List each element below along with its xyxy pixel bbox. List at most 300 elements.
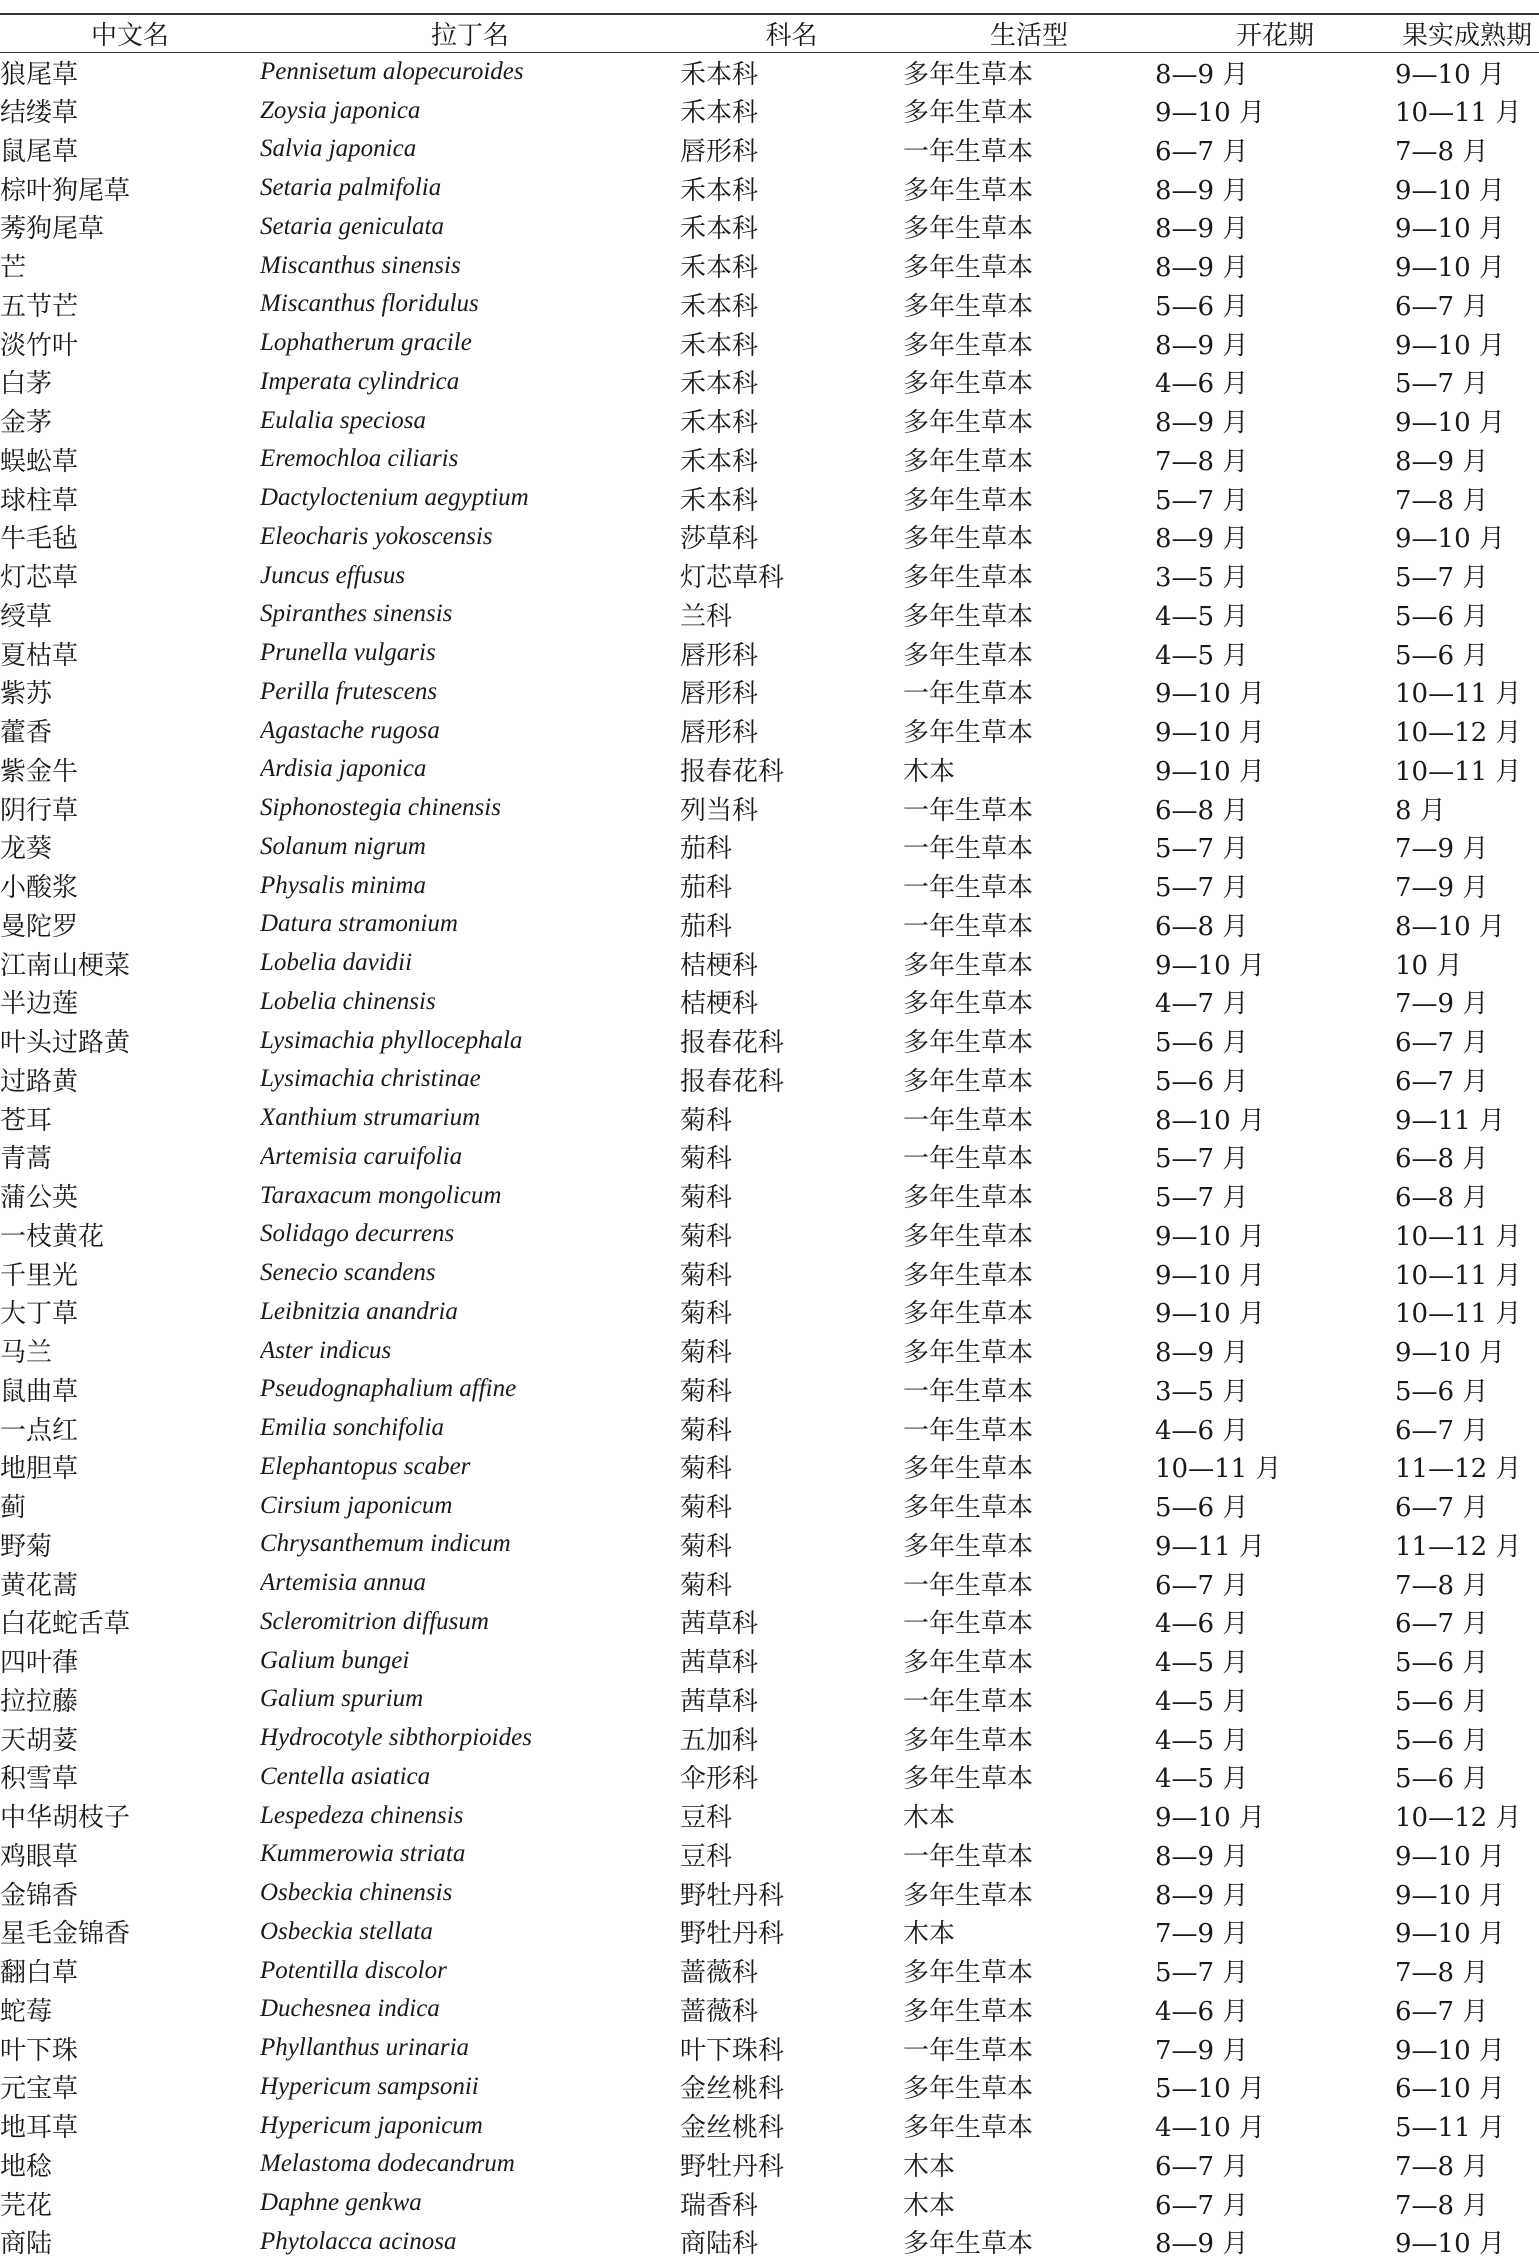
fruiting-period-cell: 11—12 月 bbox=[1395, 1448, 1539, 1487]
flowering-period-cell: 8—9 月 bbox=[1155, 518, 1395, 557]
flowering-period-cell: 5—7 月 bbox=[1155, 1176, 1395, 1215]
family-cell: 禾本科 bbox=[680, 208, 903, 247]
fruiting-period-cell: 9—10 月 bbox=[1395, 1331, 1539, 1370]
chinese-name-cell: 一点红 bbox=[0, 1409, 260, 1448]
latin-name-cell: Chrysanthemum indicum bbox=[260, 1525, 680, 1564]
table-row bbox=[0, 789, 1539, 828]
table-row bbox=[0, 944, 1539, 983]
fruiting-period-cell: 9—10 月 bbox=[1395, 246, 1539, 285]
table-row bbox=[0, 1951, 1539, 1990]
fruiting-period-cell: 7—8 月 bbox=[1395, 2145, 1539, 2184]
family-cell: 禾本科 bbox=[680, 440, 903, 479]
life-form-cell: 一年生草本 bbox=[903, 905, 1155, 944]
table-row bbox=[0, 479, 1539, 518]
chinese-name-cell: 半边莲 bbox=[0, 983, 260, 1022]
life-form-cell: 多年生草本 bbox=[903, 1951, 1155, 1990]
fruiting-period-cell: 9—10 月 bbox=[1395, 1913, 1539, 1952]
flowering-period-cell: 9—10 月 bbox=[1155, 944, 1395, 983]
fruiting-period-cell: 7—9 月 bbox=[1395, 983, 1539, 1022]
table-body bbox=[0, 53, 1539, 2261]
header-family: 科名 bbox=[680, 14, 903, 53]
table-row bbox=[0, 401, 1539, 440]
chinese-name-cell: 苍耳 bbox=[0, 1099, 260, 1138]
family-cell: 瑞香科 bbox=[680, 2184, 903, 2223]
latin-name-cell: Senecio scandens bbox=[260, 1254, 680, 1293]
fruiting-period-cell: 6—10 月 bbox=[1395, 2068, 1539, 2107]
life-form-cell: 木本 bbox=[903, 2184, 1155, 2223]
table-row bbox=[0, 53, 1539, 92]
header-chinese-name: 中文名 bbox=[0, 14, 260, 53]
latin-name-cell: Galium spurium bbox=[260, 1680, 680, 1719]
latin-name-cell: Zoysia japonica bbox=[260, 91, 680, 130]
chinese-name-cell: 马兰 bbox=[0, 1331, 260, 1370]
table-row bbox=[0, 2106, 1539, 2145]
family-cell: 蔷薇科 bbox=[680, 1990, 903, 2029]
chinese-name-cell: 夏枯草 bbox=[0, 634, 260, 673]
latin-name-cell: Imperata cylindrica bbox=[260, 363, 680, 402]
chinese-name-cell: 黄花蒿 bbox=[0, 1564, 260, 1603]
table-row bbox=[0, 595, 1539, 634]
life-form-cell: 多年生草本 bbox=[903, 1254, 1155, 1293]
table-row bbox=[0, 1486, 1539, 1525]
life-form-cell: 木本 bbox=[903, 2145, 1155, 2184]
latin-name-cell: Dactyloctenium aegyptium bbox=[260, 479, 680, 518]
chinese-name-cell: 地胆草 bbox=[0, 1448, 260, 1487]
life-form-cell: 一年生草本 bbox=[903, 1409, 1155, 1448]
flowering-period-cell: 4—7 月 bbox=[1155, 983, 1395, 1022]
table-row bbox=[0, 556, 1539, 595]
flowering-period-cell: 6—7 月 bbox=[1155, 130, 1395, 169]
table-row bbox=[0, 905, 1539, 944]
life-form-cell: 多年生草本 bbox=[903, 1215, 1155, 1254]
table-row bbox=[0, 363, 1539, 402]
fruiting-period-cell: 6—7 月 bbox=[1395, 1990, 1539, 2029]
table-row bbox=[0, 2184, 1539, 2223]
life-form-cell: 一年生草本 bbox=[903, 1138, 1155, 1177]
table-row bbox=[0, 324, 1539, 363]
family-cell: 菊科 bbox=[680, 1448, 903, 1487]
latin-name-cell: Lysimachia christinae bbox=[260, 1060, 680, 1099]
latin-name-cell: Artemisia caruifolia bbox=[260, 1138, 680, 1177]
table-row bbox=[0, 91, 1539, 130]
life-form-cell: 多年生草本 bbox=[903, 285, 1155, 324]
life-form-cell: 多年生草本 bbox=[903, 246, 1155, 285]
fruiting-period-cell: 5—6 月 bbox=[1395, 634, 1539, 673]
latin-name-cell: Pseudognaphalium affine bbox=[260, 1370, 680, 1409]
chinese-name-cell: 绶草 bbox=[0, 595, 260, 634]
latin-name-cell: Emilia sonchifolia bbox=[260, 1409, 680, 1448]
table-row bbox=[0, 2029, 1539, 2068]
family-cell: 茄科 bbox=[680, 866, 903, 905]
latin-name-cell: Lophatherum gracile bbox=[260, 324, 680, 363]
latin-name-cell: Eulalia speciosa bbox=[260, 401, 680, 440]
life-form-cell: 一年生草本 bbox=[903, 828, 1155, 867]
family-cell: 莎草科 bbox=[680, 518, 903, 557]
fruiting-period-cell: 9—10 月 bbox=[1395, 169, 1539, 208]
latin-name-cell: Osbeckia chinensis bbox=[260, 1874, 680, 1913]
fruiting-period-cell: 9—10 月 bbox=[1395, 401, 1539, 440]
chinese-name-cell: 淡竹叶 bbox=[0, 324, 260, 363]
fruiting-period-cell: 10—11 月 bbox=[1395, 91, 1539, 130]
latin-name-cell: Hypericum sampsonii bbox=[260, 2068, 680, 2107]
flowering-period-cell: 8—9 月 bbox=[1155, 53, 1395, 92]
chinese-name-cell: 紫苏 bbox=[0, 673, 260, 712]
life-form-cell: 多年生草本 bbox=[903, 595, 1155, 634]
fruiting-period-cell: 6—7 月 bbox=[1395, 1060, 1539, 1099]
flowering-period-cell: 9—10 月 bbox=[1155, 1796, 1395, 1835]
chinese-name-cell: 大丁草 bbox=[0, 1293, 260, 1332]
fruiting-period-cell: 8—10 月 bbox=[1395, 905, 1539, 944]
table-row bbox=[0, 1331, 1539, 1370]
flowering-period-cell: 5—7 月 bbox=[1155, 1138, 1395, 1177]
life-form-cell: 多年生草本 bbox=[903, 1525, 1155, 1564]
life-form-cell: 一年生草本 bbox=[903, 673, 1155, 712]
chinese-name-cell: 翻白草 bbox=[0, 1951, 260, 1990]
latin-name-cell: Kummerowia striata bbox=[260, 1835, 680, 1874]
table-row bbox=[0, 2145, 1539, 2184]
chinese-name-cell: 紫金牛 bbox=[0, 750, 260, 789]
family-cell: 报春花科 bbox=[680, 1021, 903, 1060]
fruiting-period-cell: 10—11 月 bbox=[1395, 1293, 1539, 1332]
latin-name-cell: Miscanthus sinensis bbox=[260, 246, 680, 285]
family-cell: 菊科 bbox=[680, 1564, 903, 1603]
table-row bbox=[0, 1215, 1539, 1254]
flowering-period-cell: 4—5 月 bbox=[1155, 1719, 1395, 1758]
fruiting-period-cell: 10—11 月 bbox=[1395, 1215, 1539, 1254]
family-cell: 菊科 bbox=[680, 1409, 903, 1448]
table-row bbox=[0, 1370, 1539, 1409]
flowering-period-cell: 4—6 月 bbox=[1155, 1409, 1395, 1448]
flowering-period-cell: 5—6 月 bbox=[1155, 285, 1395, 324]
latin-name-cell: Solidago decurrens bbox=[260, 1215, 680, 1254]
fruiting-period-cell: 10—12 月 bbox=[1395, 1796, 1539, 1835]
latin-name-cell: Galium bungei bbox=[260, 1641, 680, 1680]
chinese-name-cell: 天胡荽 bbox=[0, 1719, 260, 1758]
life-form-cell: 多年生草本 bbox=[903, 208, 1155, 247]
table-row bbox=[0, 1138, 1539, 1177]
life-form-cell: 一年生草本 bbox=[903, 1370, 1155, 1409]
latin-name-cell: Spiranthes sinensis bbox=[260, 595, 680, 634]
header-flowering: 开花期 bbox=[1155, 14, 1395, 53]
chinese-name-cell: 蛇莓 bbox=[0, 1990, 260, 2029]
table-row bbox=[0, 673, 1539, 712]
table-row bbox=[0, 1254, 1539, 1293]
flowering-period-cell: 4—5 月 bbox=[1155, 1680, 1395, 1719]
flowering-period-cell: 6—7 月 bbox=[1155, 2145, 1395, 2184]
fruiting-period-cell: 5—6 月 bbox=[1395, 1758, 1539, 1797]
chinese-name-cell: 曼陀罗 bbox=[0, 905, 260, 944]
flowering-period-cell: 8—9 月 bbox=[1155, 1331, 1395, 1370]
table-row bbox=[0, 1913, 1539, 1952]
life-form-cell: 一年生草本 bbox=[903, 2029, 1155, 2068]
latin-name-cell: Lobelia davidii bbox=[260, 944, 680, 983]
flowering-period-cell: 5—6 月 bbox=[1155, 1021, 1395, 1060]
life-form-cell: 多年生草本 bbox=[903, 401, 1155, 440]
life-form-cell: 多年生草本 bbox=[903, 1176, 1155, 1215]
latin-name-cell: Salvia japonica bbox=[260, 130, 680, 169]
table-row bbox=[0, 866, 1539, 905]
latin-name-cell: Hypericum japonicum bbox=[260, 2106, 680, 2145]
family-cell: 禾本科 bbox=[680, 363, 903, 402]
chinese-name-cell: 球柱草 bbox=[0, 479, 260, 518]
fruiting-period-cell: 6—7 月 bbox=[1395, 1021, 1539, 1060]
fruiting-period-cell: 5—7 月 bbox=[1395, 556, 1539, 595]
family-cell: 茜草科 bbox=[680, 1641, 903, 1680]
chinese-name-cell: 中华胡枝子 bbox=[0, 1796, 260, 1835]
chinese-name-cell: 元宝草 bbox=[0, 2068, 260, 2107]
life-form-cell: 多年生草本 bbox=[903, 1758, 1155, 1797]
family-cell: 野牡丹科 bbox=[680, 2145, 903, 2184]
table-row bbox=[0, 518, 1539, 557]
chinese-name-cell: 青蒿 bbox=[0, 1138, 260, 1177]
chinese-name-cell: 鸡眼草 bbox=[0, 1835, 260, 1874]
life-form-cell: 一年生草本 bbox=[903, 1603, 1155, 1642]
table-row bbox=[0, 1021, 1539, 1060]
family-cell: 金丝桃科 bbox=[680, 2106, 903, 2145]
family-cell: 商陆科 bbox=[680, 2223, 903, 2261]
latin-name-cell: Solanum nigrum bbox=[260, 828, 680, 867]
latin-name-cell: Osbeckia stellata bbox=[260, 1913, 680, 1952]
family-cell: 茜草科 bbox=[680, 1603, 903, 1642]
chinese-name-cell: 小酸浆 bbox=[0, 866, 260, 905]
flowering-period-cell: 9—10 月 bbox=[1155, 711, 1395, 750]
flowering-period-cell: 7—8 月 bbox=[1155, 440, 1395, 479]
life-form-cell: 多年生草本 bbox=[903, 2106, 1155, 2145]
table-row bbox=[0, 1448, 1539, 1487]
life-form-cell: 多年生草本 bbox=[903, 944, 1155, 983]
chinese-name-cell: 白花蛇舌草 bbox=[0, 1603, 260, 1642]
latin-name-cell: Scleromitrion diffusum bbox=[260, 1603, 680, 1642]
header-life-form: 生活型 bbox=[903, 14, 1155, 53]
flowering-period-cell: 9—10 月 bbox=[1155, 1215, 1395, 1254]
chinese-name-cell: 野菊 bbox=[0, 1525, 260, 1564]
latin-name-cell: Artemisia annua bbox=[260, 1564, 680, 1603]
table-row bbox=[0, 1293, 1539, 1332]
chinese-name-cell: 四叶葎 bbox=[0, 1641, 260, 1680]
table-row bbox=[0, 1758, 1539, 1797]
life-form-cell: 多年生草本 bbox=[903, 440, 1155, 479]
fruiting-period-cell: 5—6 月 bbox=[1395, 1719, 1539, 1758]
chinese-name-cell: 芒 bbox=[0, 246, 260, 285]
fruiting-period-cell: 10 月 bbox=[1395, 944, 1539, 983]
chinese-name-cell: 地稔 bbox=[0, 2145, 260, 2184]
latin-name-cell: Prunella vulgaris bbox=[260, 634, 680, 673]
header-latin-name: 拉丁名 bbox=[260, 14, 680, 53]
chinese-name-cell: 蒲公英 bbox=[0, 1176, 260, 1215]
latin-name-cell: Duchesnea indica bbox=[260, 1990, 680, 2029]
family-cell: 菊科 bbox=[680, 1099, 903, 1138]
chinese-name-cell: 鼠尾草 bbox=[0, 130, 260, 169]
family-cell: 菊科 bbox=[680, 1138, 903, 1177]
family-cell: 金丝桃科 bbox=[680, 2068, 903, 2107]
chinese-name-cell: 白茅 bbox=[0, 363, 260, 402]
family-cell: 菊科 bbox=[680, 1176, 903, 1215]
latin-name-cell: Physalis minima bbox=[260, 866, 680, 905]
latin-name-cell: Hydrocotyle sibthorpioides bbox=[260, 1719, 680, 1758]
life-form-cell: 多年生草本 bbox=[903, 1021, 1155, 1060]
flowering-period-cell: 9—10 月 bbox=[1155, 750, 1395, 789]
species-table bbox=[0, 13, 1539, 2261]
latin-name-cell: Perilla frutescens bbox=[260, 673, 680, 712]
family-cell: 菊科 bbox=[680, 1215, 903, 1254]
flowering-period-cell: 6—8 月 bbox=[1155, 789, 1395, 828]
table-row bbox=[0, 1835, 1539, 1874]
family-cell: 禾本科 bbox=[680, 401, 903, 440]
fruiting-period-cell: 9—10 月 bbox=[1395, 1835, 1539, 1874]
chinese-name-cell: 狼尾草 bbox=[0, 53, 260, 92]
family-cell: 禾本科 bbox=[680, 169, 903, 208]
life-form-cell: 一年生草本 bbox=[903, 130, 1155, 169]
fruiting-period-cell: 7—8 月 bbox=[1395, 1564, 1539, 1603]
fruiting-period-cell: 10—11 月 bbox=[1395, 750, 1539, 789]
family-cell: 唇形科 bbox=[680, 130, 903, 169]
flowering-period-cell: 8—9 月 bbox=[1155, 246, 1395, 285]
flowering-period-cell: 5—7 月 bbox=[1155, 828, 1395, 867]
family-cell: 菊科 bbox=[680, 1486, 903, 1525]
table-row bbox=[0, 169, 1539, 208]
family-cell: 唇形科 bbox=[680, 711, 903, 750]
life-form-cell: 多年生草本 bbox=[903, 1486, 1155, 1525]
flowering-period-cell: 8—9 月 bbox=[1155, 2223, 1395, 2261]
chinese-name-cell: 金茅 bbox=[0, 401, 260, 440]
fruiting-period-cell: 10—12 月 bbox=[1395, 711, 1539, 750]
table-row bbox=[0, 2223, 1539, 2261]
flowering-period-cell: 8—9 月 bbox=[1155, 1874, 1395, 1913]
chinese-name-cell: 棕叶狗尾草 bbox=[0, 169, 260, 208]
latin-name-cell: Setaria geniculata bbox=[260, 208, 680, 247]
flowering-period-cell: 5—7 月 bbox=[1155, 866, 1395, 905]
table-row bbox=[0, 750, 1539, 789]
latin-name-cell: Eremochloa ciliaris bbox=[260, 440, 680, 479]
life-form-cell: 多年生草本 bbox=[903, 1641, 1155, 1680]
flowering-period-cell: 6—8 月 bbox=[1155, 905, 1395, 944]
flowering-period-cell: 4—5 月 bbox=[1155, 595, 1395, 634]
fruiting-period-cell: 6—7 月 bbox=[1395, 1409, 1539, 1448]
life-form-cell: 多年生草本 bbox=[903, 1060, 1155, 1099]
fruiting-period-cell: 7—9 月 bbox=[1395, 866, 1539, 905]
flowering-period-cell: 4—5 月 bbox=[1155, 1641, 1395, 1680]
family-cell: 茜草科 bbox=[680, 1680, 903, 1719]
flowering-period-cell: 8—9 月 bbox=[1155, 324, 1395, 363]
fruiting-period-cell: 10—11 月 bbox=[1395, 1254, 1539, 1293]
life-form-cell: 木本 bbox=[903, 1913, 1155, 1952]
family-cell: 列当科 bbox=[680, 789, 903, 828]
family-cell: 禾本科 bbox=[680, 53, 903, 92]
flowering-period-cell: 5—7 月 bbox=[1155, 479, 1395, 518]
table-row bbox=[0, 634, 1539, 673]
life-form-cell: 多年生草本 bbox=[903, 711, 1155, 750]
family-cell: 叶下珠科 bbox=[680, 2029, 903, 2068]
latin-name-cell: Eleocharis yokoscensis bbox=[260, 518, 680, 557]
table-row bbox=[0, 1564, 1539, 1603]
family-cell: 伞形科 bbox=[680, 1758, 903, 1797]
flowering-period-cell: 6—7 月 bbox=[1155, 2184, 1395, 2223]
life-form-cell: 多年生草本 bbox=[903, 556, 1155, 595]
flowering-period-cell: 8—9 月 bbox=[1155, 1835, 1395, 1874]
fruiting-period-cell: 9—10 月 bbox=[1395, 208, 1539, 247]
table-row bbox=[0, 1874, 1539, 1913]
family-cell: 桔梗科 bbox=[680, 944, 903, 983]
life-form-cell: 一年生草本 bbox=[903, 1680, 1155, 1719]
table-row bbox=[0, 828, 1539, 867]
life-form-cell: 一年生草本 bbox=[903, 1835, 1155, 1874]
life-form-cell: 一年生草本 bbox=[903, 1099, 1155, 1138]
life-form-cell: 多年生草本 bbox=[903, 634, 1155, 673]
life-form-cell: 多年生草本 bbox=[903, 363, 1155, 402]
flowering-period-cell: 4—6 月 bbox=[1155, 1990, 1395, 2029]
life-form-cell: 一年生草本 bbox=[903, 789, 1155, 828]
flowering-period-cell: 4—6 月 bbox=[1155, 363, 1395, 402]
chinese-name-cell: 莠狗尾草 bbox=[0, 208, 260, 247]
latin-name-cell: Taraxacum mongolicum bbox=[260, 1176, 680, 1215]
fruiting-period-cell: 9—10 月 bbox=[1395, 2223, 1539, 2261]
header-row bbox=[0, 14, 1539, 53]
chinese-name-cell: 过路黄 bbox=[0, 1060, 260, 1099]
life-form-cell: 多年生草本 bbox=[903, 1874, 1155, 1913]
table-row bbox=[0, 1176, 1539, 1215]
table-row bbox=[0, 130, 1539, 169]
fruiting-period-cell: 5—11 月 bbox=[1395, 2106, 1539, 2145]
latin-name-cell: Miscanthus floridulus bbox=[260, 285, 680, 324]
flowering-period-cell: 3—5 月 bbox=[1155, 1370, 1395, 1409]
flowering-period-cell: 9—11 月 bbox=[1155, 1525, 1395, 1564]
flowering-period-cell: 8—9 月 bbox=[1155, 169, 1395, 208]
family-cell: 菊科 bbox=[680, 1370, 903, 1409]
life-form-cell: 木本 bbox=[903, 750, 1155, 789]
chinese-name-cell: 江南山梗菜 bbox=[0, 944, 260, 983]
life-form-cell: 一年生草本 bbox=[903, 866, 1155, 905]
table-row bbox=[0, 1719, 1539, 1758]
family-cell: 菊科 bbox=[680, 1293, 903, 1332]
table-row bbox=[0, 440, 1539, 479]
latin-name-cell: Cirsium japonicum bbox=[260, 1486, 680, 1525]
flowering-period-cell: 4—10 月 bbox=[1155, 2106, 1395, 2145]
life-form-cell: 多年生草本 bbox=[903, 2223, 1155, 2261]
chinese-name-cell: 龙葵 bbox=[0, 828, 260, 867]
chinese-name-cell: 金锦香 bbox=[0, 1874, 260, 1913]
life-form-cell: 多年生草本 bbox=[903, 1719, 1155, 1758]
table-row bbox=[0, 1641, 1539, 1680]
fruiting-period-cell: 7—8 月 bbox=[1395, 479, 1539, 518]
family-cell: 菊科 bbox=[680, 1254, 903, 1293]
flowering-period-cell: 7—9 月 bbox=[1155, 1913, 1395, 1952]
flowering-period-cell: 8—9 月 bbox=[1155, 401, 1395, 440]
flowering-period-cell: 9—10 月 bbox=[1155, 91, 1395, 130]
family-cell: 五加科 bbox=[680, 1719, 903, 1758]
fruiting-period-cell: 9—10 月 bbox=[1395, 53, 1539, 92]
flowering-period-cell: 9—10 月 bbox=[1155, 1293, 1395, 1332]
flowering-period-cell: 5—6 月 bbox=[1155, 1060, 1395, 1099]
fruiting-period-cell: 5—6 月 bbox=[1395, 1641, 1539, 1680]
latin-name-cell: Lobelia chinensis bbox=[260, 983, 680, 1022]
flowering-period-cell: 8—9 月 bbox=[1155, 208, 1395, 247]
table-row bbox=[0, 1409, 1539, 1448]
chinese-name-cell: 一枝黄花 bbox=[0, 1215, 260, 1254]
chinese-name-cell: 芫花 bbox=[0, 2184, 260, 2223]
life-form-cell: 一年生草本 bbox=[903, 1564, 1155, 1603]
family-cell: 蔷薇科 bbox=[680, 1951, 903, 1990]
fruiting-period-cell: 5—6 月 bbox=[1395, 1680, 1539, 1719]
header-fruiting: 果实成熟期 bbox=[1395, 14, 1539, 53]
flowering-period-cell: 5—6 月 bbox=[1155, 1486, 1395, 1525]
chinese-name-cell: 积雪草 bbox=[0, 1758, 260, 1797]
life-form-cell: 多年生草本 bbox=[903, 983, 1155, 1022]
table-row bbox=[0, 983, 1539, 1022]
fruiting-period-cell: 6—8 月 bbox=[1395, 1138, 1539, 1177]
flowering-period-cell: 4—5 月 bbox=[1155, 634, 1395, 673]
life-form-cell: 多年生草本 bbox=[903, 91, 1155, 130]
table-row bbox=[0, 1680, 1539, 1719]
